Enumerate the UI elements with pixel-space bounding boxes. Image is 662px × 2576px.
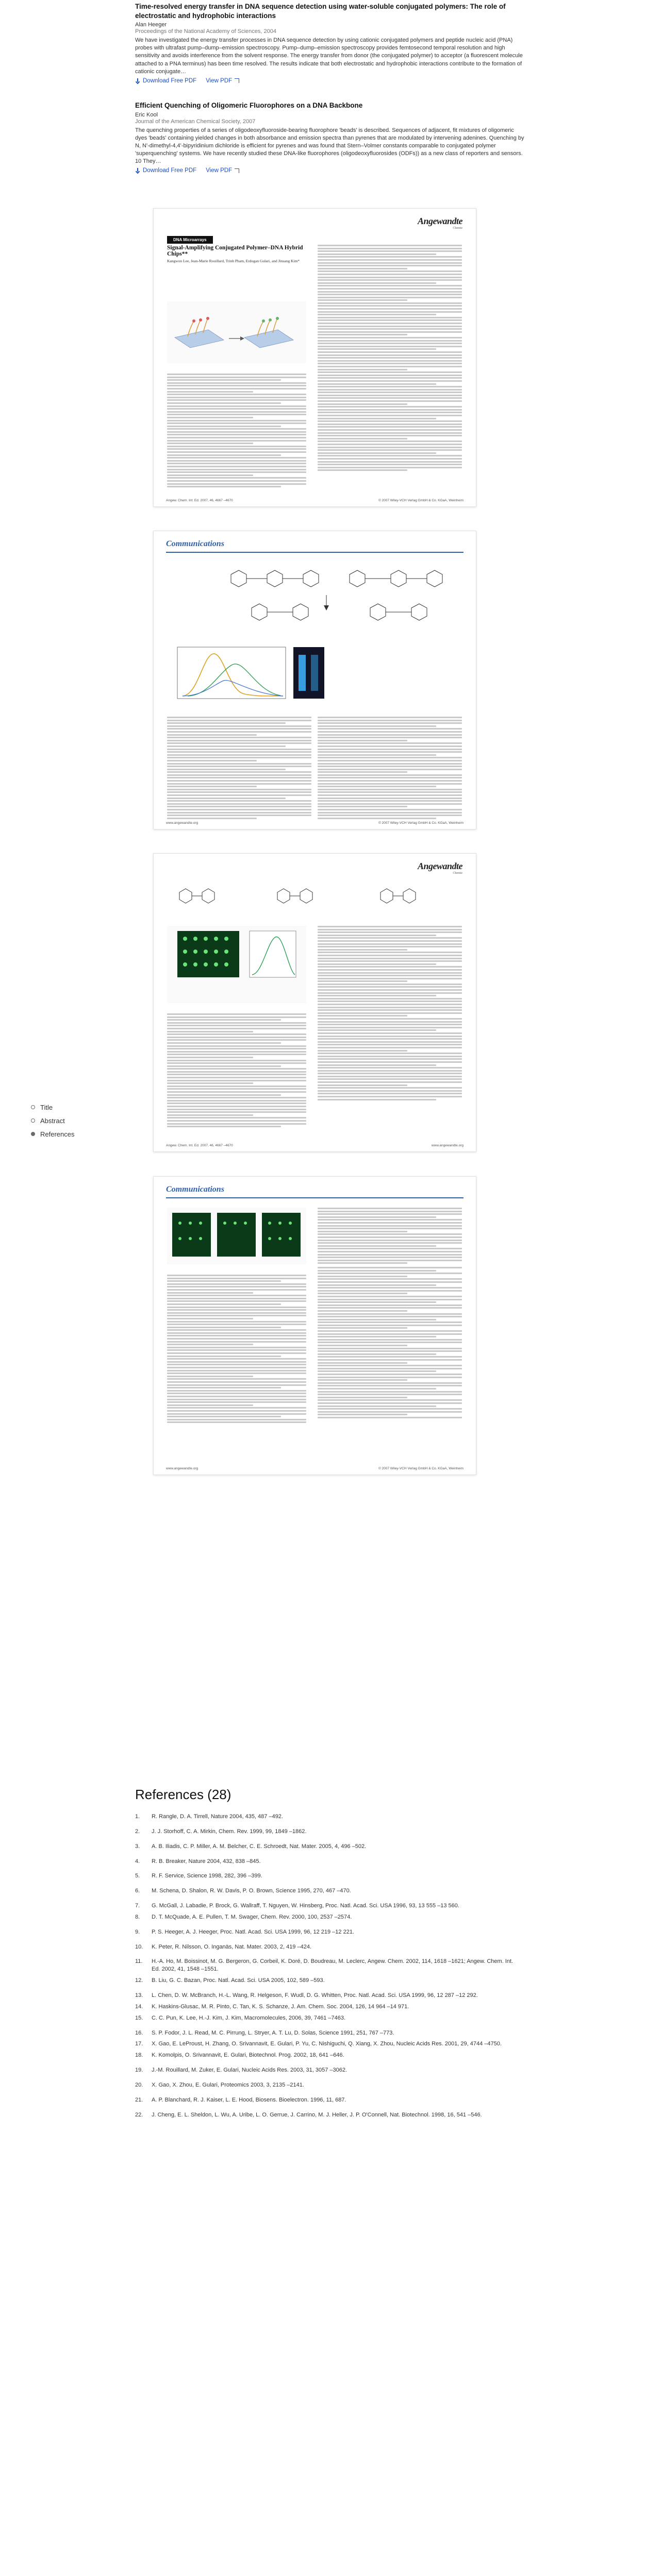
page-footer: www.angewandte.org © 2007 Wiley-VCH Verlag GmbH & Co. KGaA, Weinheim bbox=[166, 1467, 464, 1470]
page-footer: www.angewandte.org © 2007 Wiley-VCH Verlag GmbH & Co. KGaA, Weinheim bbox=[166, 821, 464, 825]
article-body-text bbox=[167, 1013, 306, 1129]
reference-item: 21. A. P. Blanchard, R. J. Kaiser, L. E. Hood, Biosens. Bioelectron. 1996, 11, 687. bbox=[135, 2096, 346, 2103]
related-paper-card bbox=[135, 2, 527, 90]
related-paper-links bbox=[135, 167, 527, 174]
reference-item: 20. X. Gao, X. Zhou, E. Gulari, Proteomics 2003, 3, 2135 –2141. bbox=[135, 2081, 304, 2088]
download-pdf-link[interactable]: Download Free PDF bbox=[135, 167, 196, 174]
related-paper-journal: Proceedings of the National Academy of Sciences, 2004 bbox=[135, 28, 276, 35]
article-references-text bbox=[318, 1267, 462, 1419]
reference-item: 15. C. C. Pun, K. Lee, H.-J. Kim, J. Kim, Macromolecules, 2006, 39, 7461 –7463. bbox=[135, 2014, 346, 2021]
related-paper-card bbox=[135, 101, 527, 180]
article-body-text bbox=[318, 1208, 462, 1265]
journal-logo: Angewandte Chemie bbox=[417, 216, 462, 230]
outline-item-abstract[interactable]: Abstract bbox=[31, 1114, 113, 1127]
external-link-icon bbox=[235, 168, 239, 173]
related-paper-author[interactable]: Eric Kool bbox=[135, 111, 158, 118]
page-footer: Angew. Chem. Int. Ed. 2007, 46, 4667 –4670 © 2007 Wiley-VCH Verlag GmbH & Co. KGaA, Weinheim bbox=[166, 499, 464, 502]
references-list bbox=[135, 1813, 517, 2122]
chemical-structures-figure bbox=[174, 879, 458, 916]
article-body-text bbox=[167, 374, 306, 489]
outline-dot-icon bbox=[31, 1105, 35, 1109]
view-pdf-link[interactable]: View PDF bbox=[206, 167, 239, 174]
article-body-text bbox=[318, 717, 462, 820]
paper-page-1 bbox=[153, 208, 476, 507]
reference-item: 14. K. Haskins-Glusac, M. R. Pinto, C. Tan, K. S. Schanze, J. Am. Chem. Soc. 2004, 126, 14 964 –14 971. bbox=[135, 2003, 409, 2010]
reference-item: 3. A. B. Iliadis, C. P. Miller, A. M. Belcher, C. E. Schroedt, Nat. Mater. 2005, 4, 496 –502. bbox=[135, 1843, 367, 1850]
reference-item: 16. S. P. Fodor, J. L. Read, M. C. Pirrung, L. Stryer, A. T. Lu, D. Solas, Science 1991, 251, 767 –773. bbox=[135, 2029, 394, 2036]
paper-page-2 bbox=[153, 531, 476, 829]
article-body-text bbox=[167, 717, 311, 820]
download-icon bbox=[135, 168, 140, 173]
paper-page-4 bbox=[153, 1176, 476, 1475]
reaction-scheme-figure bbox=[221, 559, 463, 636]
related-paper-journal: Journal of the American Chemical Society, 2007 bbox=[135, 118, 256, 125]
spectra-figure bbox=[167, 645, 337, 709]
microarray-image-figure bbox=[167, 926, 306, 1003]
reference-item: 18. K. Komolpis, O. Srivannavit, E. Gulari, Biotechnol. Prog. 2002, 18, 641 –646. bbox=[135, 2052, 344, 2059]
download-icon bbox=[135, 78, 140, 83]
related-paper-abstract: We have investigated the energy transfer processes in DNA sequence detection by using cationic conjugated polymers and peptide nucleic acid (PNA) probes with ultrafast pump–dump–emission spectroscopy. Pump–dump–emission spectroscopy provides femtosecond temporal resolution and high sensitivity and avoids interference from the solvent response. The energy transfer from donor (the conjugated polymer) to acceptor (a fluorescent molecule attached to a PNA terminus) has been time resolved. The results indicate that both electrostatic and hydrophobic interactions contribute to the formation of cationic conjugate… bbox=[135, 37, 523, 75]
article-body-text bbox=[167, 1275, 306, 1425]
reference-item: 6. M. Schena, D. Shalon, R. W. Davis, P. O. Brown, Science 1995, 270, 467 –470. bbox=[135, 1888, 351, 1894]
article-body-text bbox=[318, 926, 462, 1101]
view-pdf-link[interactable]: View PDF bbox=[206, 78, 239, 84]
outline-item-references[interactable]: References bbox=[31, 1127, 113, 1141]
reference-item: 11. H.-A. Ho, M. Boissinot, M. G. Bergeron, G. Corbeil, K. Doré, D. Boudreau, M. Leclerc, Angew. Chem. 2002, 114, 1618 –1621; Angew. Chem. Int. Ed. 2002, 41, 1548 –1551. bbox=[135, 1958, 514, 1973]
journal-logo: Angewandte Chemie bbox=[417, 861, 462, 875]
download-pdf-link[interactable]: Download Free PDF bbox=[135, 78, 196, 84]
document-outline bbox=[31, 1100, 113, 1141]
reference-item: 13. L. Chen, D. W. McBranch, H.-L. Wang, R. Helgeson, F. Wudl, D. G. Whitten, Proc. Natl. Acad. Sci. USA 1999, 96, 12 287 –12 292. bbox=[135, 1992, 478, 1998]
section-header: Communications bbox=[166, 539, 224, 548]
reference-item: 12. B. Liu, G. C. Bazan, Proc. Natl. Acad. Sci. USA 2005, 102, 589 –593. bbox=[135, 1977, 325, 1984]
related-paper-author[interactable]: Alan Heeger bbox=[135, 22, 167, 28]
related-paper-links bbox=[135, 78, 527, 84]
reference-item: 9. P. S. Heeger, A. J. Heeger, Proc. Natl. Acad. Sci. USA 1999, 96, 12 219 –12 221. bbox=[135, 1928, 354, 1935]
section-tag: DNA Microarrays bbox=[167, 236, 213, 244]
references-heading: References (28) bbox=[135, 1787, 231, 1802]
microarray-comparison-figure bbox=[167, 1208, 306, 1264]
outline-dot-icon bbox=[31, 1132, 35, 1136]
related-paper-abstract: The quenching properties of a series of oligodeoxyfluoroside-bearing fluorophore 'beads' is described. Sequences of adjacent, fit mixtures of oligomeric dyes 'beads' containing yielded changes in both absorbance and emission spectra than pyrenes that are modulated by intervening adenines. Quenching by N, N'-dimethyl-4,4'-bipyridinium dichloride is efficient for pyrenes and was found that Stern–Volmer constants comparable to conjugated polymer 'superquenching' systems. We have recently studied these DNA-like fluorophores (oligodeoxyfluorosides (ODFs)) as a new class of reporters and sensors. 10 They… bbox=[135, 127, 524, 165]
reference-item: 22. J. Cheng, E. L. Sheldon, L. Wu, A. Uribe, L. O. Gerrue, J. Carrino, M. J. Heller, J. P. O'Connell, Nat. Biotechnol. 1998, 16, 541 –546. bbox=[135, 2111, 482, 2118]
paper-page-3 bbox=[153, 853, 476, 1152]
reference-item: 5. R. F. Service, Science 1998, 282, 396 –399. bbox=[135, 1873, 262, 1879]
schematic-figure bbox=[167, 301, 306, 363]
outline-dot-icon bbox=[31, 1118, 35, 1123]
reference-item: 4. R. B. Breaker, Nature 2004, 432, 838 –845. bbox=[135, 1858, 261, 1865]
related-paper-title[interactable]: Time-resolved energy transfer in DNA sequence detection using water-soluble conjugated polymers: The role of electrostatic and hydrophobic interactions bbox=[135, 3, 506, 20]
reference-item: 17. X. Gao, E. LeProust, H. Zhang, O. Srivannavit, E. Gulari, P. Yu, C. Nishiguchi, Q. Xiang, X. Zhou, Nucleic Acids Res. 2001, 29, 4744 –4750. bbox=[135, 2041, 502, 2047]
article-body-text bbox=[318, 245, 462, 472]
outline-item-title[interactable]: Title bbox=[31, 1100, 113, 1114]
reference-item: 2. J. J. Storhoff, C. A. Mirkin, Chem. Rev. 1999, 99, 1849 –1862. bbox=[135, 1828, 307, 1835]
related-paper-title[interactable]: Efficient Quenching of Oligomeric Fluorophores on a DNA Backbone bbox=[135, 101, 363, 109]
reference-item: 1. R. Rangle, D. A. Tirrell, Nature 2004, 435, 487 –492. bbox=[135, 1814, 283, 1820]
article-authors: Kangwon Lee, Jean-Marie Rouillard, Trinh Pham, Erdogan Gulari, and Jinsang Kim* bbox=[167, 259, 300, 263]
reference-item: 8. D. T. McQuade, A. E. Pullen, T. M. Swager, Chem. Rev. 2000, 100, 2537 –2574. bbox=[135, 1913, 352, 1920]
reference-item: 19. J.-M. Rouillard, M. Zuker, E. Gulari, Nucleic Acids Res. 2003, 31, 3057 –3062. bbox=[135, 2067, 347, 2074]
reference-item: 7. G. McGall, J. Labadie, P. Brock, G. Wallraff, T. Nguyen, W. Hinsberg, Proc. Natl. Acad. Sci. USA 1996, 93, 13 555 –13 560. bbox=[135, 1903, 459, 1909]
reference-item: 10. K. Peter, R. Nilsson, O. Inganäs, Nat. Mater. 2003, 2, 419 –424. bbox=[135, 1943, 312, 1950]
section-header: Communications bbox=[166, 1185, 224, 1194]
article-title: Signal-Amplifying Conjugated Polymer–DNA Hybrid Chips** bbox=[167, 245, 303, 257]
external-link-icon bbox=[235, 78, 239, 83]
page-footer: Angew. Chem. Int. Ed. 2007, 46, 4667 –4670 www.angewandte.org bbox=[166, 1144, 464, 1147]
